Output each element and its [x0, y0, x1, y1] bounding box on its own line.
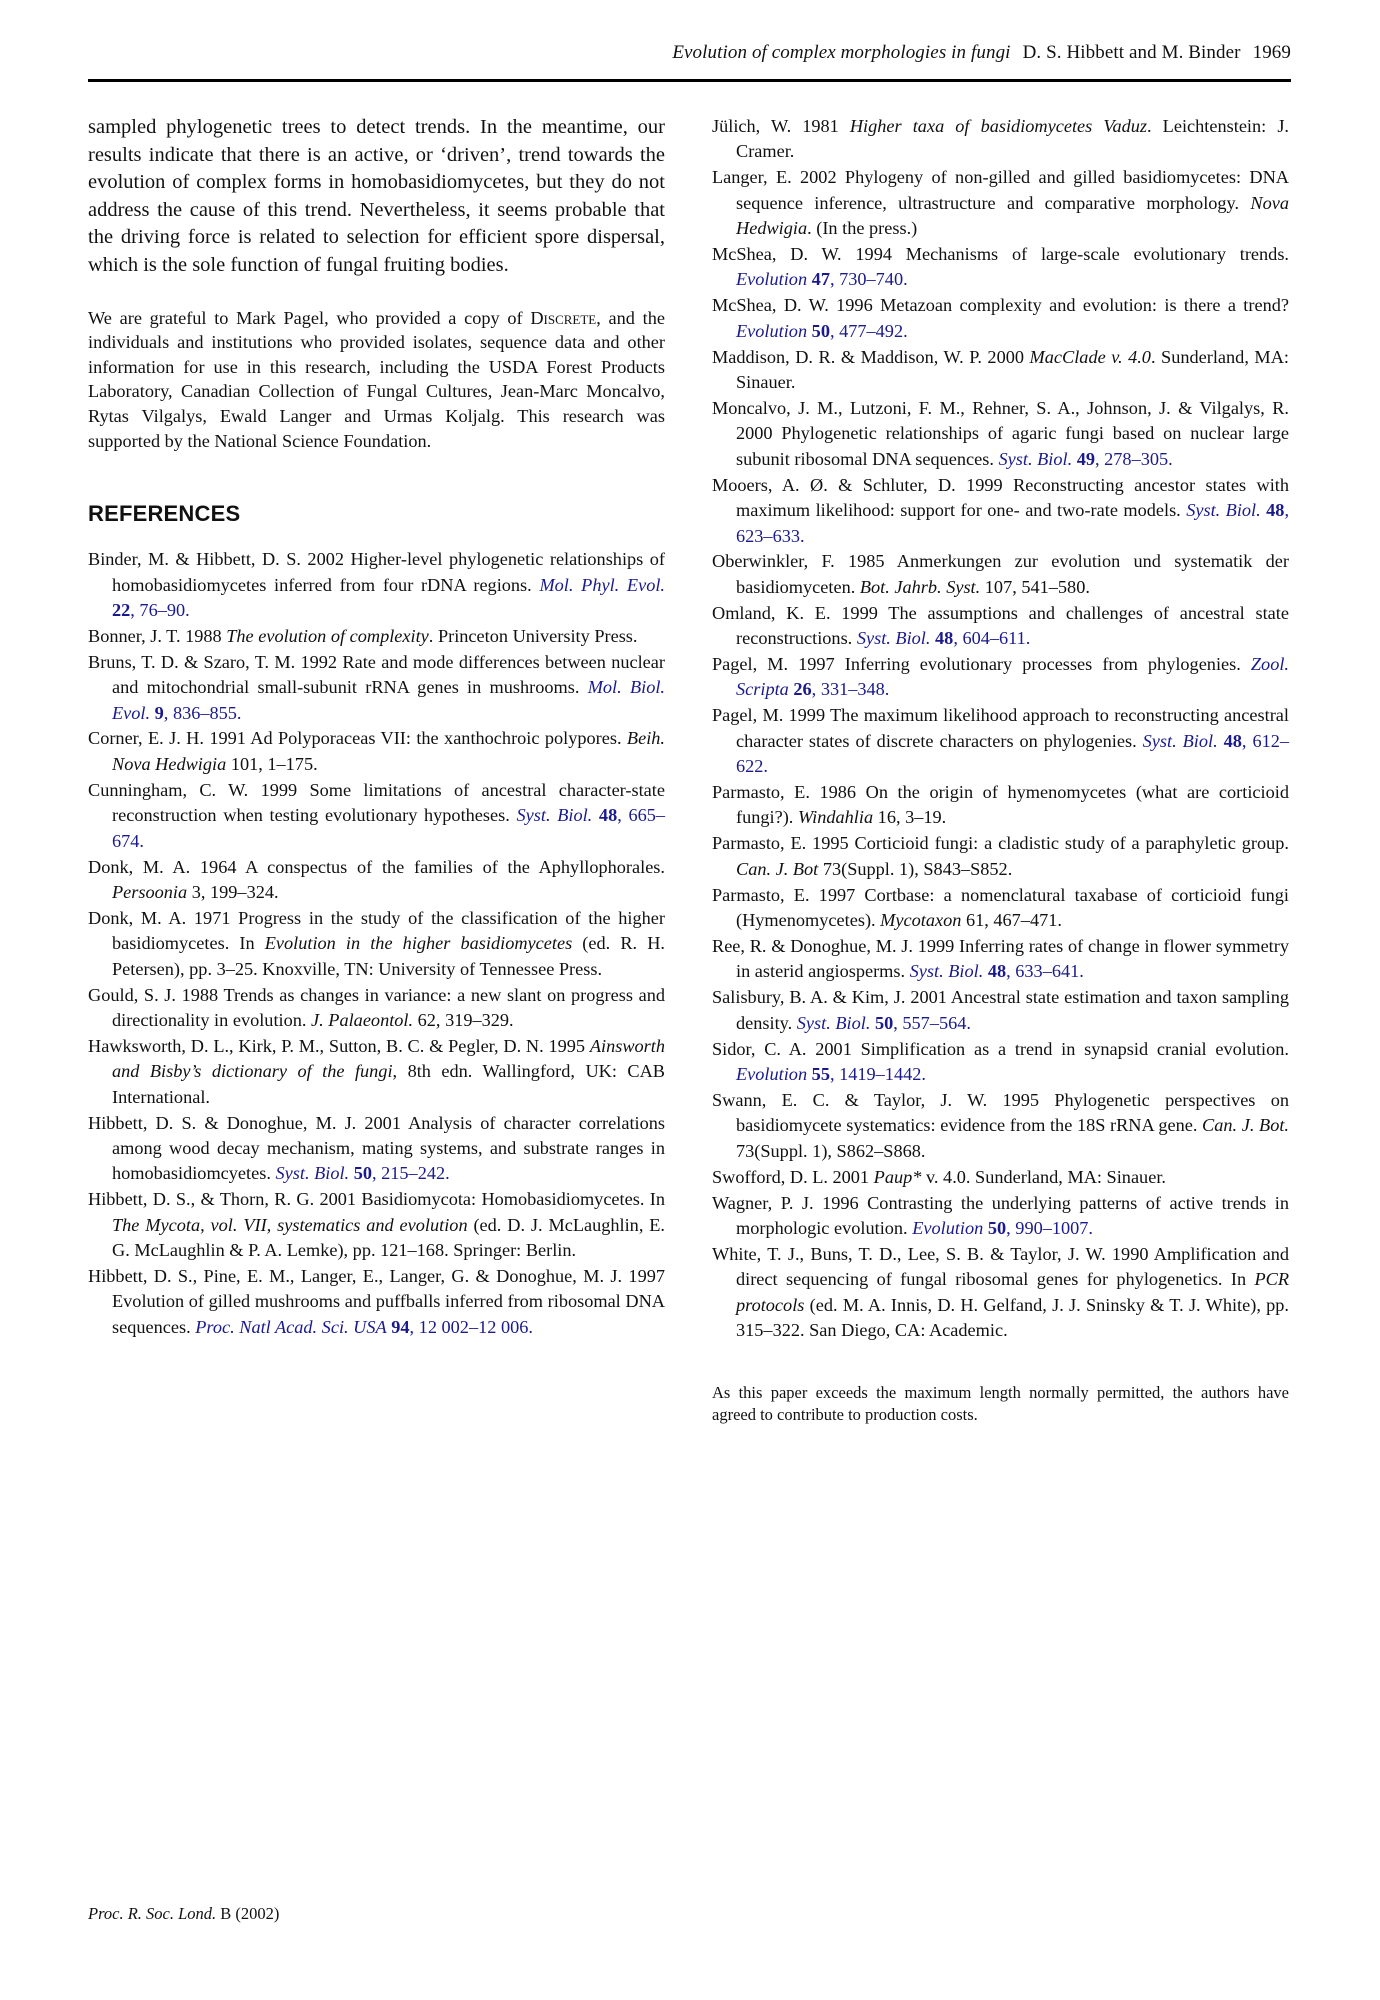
link-pages[interactable]: , 665–674.	[112, 805, 666, 851]
reference-italic-title: Ainsworth and Bisby’s dictionary of the fungi	[112, 1035, 665, 1082]
running-head-authors: D. S. Hibbett and M. Binder	[1022, 42, 1241, 63]
reference-text-after: 107, 541–580.	[980, 576, 1090, 597]
footer-series: B (2002)	[216, 1904, 280, 1923]
reference-text: Swofford, D. L. 2001	[712, 1166, 874, 1187]
reference-entry	[712, 1165, 1289, 1190]
reference-doi-link[interactable]	[999, 449, 1173, 469]
reference-italic-title: Nova Hedwigia	[736, 192, 1289, 239]
page-number: 1969	[1252, 42, 1291, 63]
footer-journal: Proc. R. Soc. Lond.	[88, 1904, 217, 1923]
reference-text: Hibbett, D. S., Pine, E. M., Langer, E., Langer, G. & Donoghue, M. J. 1997 Evolution of gilled mushrooms and puffballs inferred from ribosomal DNA sequences.	[88, 1266, 665, 1337]
link-journal[interactable]: Evolution	[736, 320, 808, 341]
reference-italic-title: Persoonia	[112, 881, 188, 902]
reference-text: White, T. J., Buns, T. D., Lee, S. B. & Taylor, J. W. 1990 Amplification and direct sequencing of fungal ribosomal genes for phylogenetics. In	[712, 1243, 1289, 1290]
link-pages[interactable]: , 990–1007.	[1006, 1217, 1093, 1238]
reference-entry	[712, 345, 1289, 396]
reference-entry	[712, 165, 1289, 241]
reference-text-after: . Sunderland, MA: Sinauer.	[736, 346, 1289, 393]
reference-text-after: 3, 199–324.	[187, 881, 279, 902]
reference-text: Parmasto, E. 1997 Cortbase: a nomenclatural taxabase of corticioid fungi (Hymenomycetes).	[712, 884, 1289, 931]
reference-entry	[88, 906, 665, 982]
link-pages[interactable]: , 477–492.	[829, 320, 908, 341]
link-volume[interactable]: 50	[353, 1163, 372, 1184]
link-pages[interactable]: , 604–611.	[953, 628, 1031, 649]
link-volume[interactable]: 9	[154, 702, 164, 723]
reference-italic-title: PCR protocols	[736, 1269, 1289, 1315]
cost-note: As this paper exceeds the maximum length normally permitted, the authors have agreed to contribute to production costs.	[712, 1382, 1289, 1424]
reference-entry	[88, 1264, 665, 1340]
link-journal[interactable]: Mol. Phyl. Evol.	[539, 574, 665, 595]
reference-entry	[712, 1191, 1289, 1242]
ack-software-name: Discrete	[530, 307, 597, 328]
reference-text: Hawksworth, D. L., Kirk, P. M., Sutton, B. C. & Pegler, D. N. 1995	[88, 1035, 590, 1056]
reference-doi-link[interactable]	[912, 1218, 1093, 1238]
reference-italic-title: MacClade v. 4.0	[1029, 346, 1151, 367]
reference-doi-link[interactable]	[910, 961, 1084, 981]
reference-entry	[712, 703, 1289, 779]
reference-entry	[712, 1037, 1289, 1088]
reference-entry	[712, 396, 1289, 472]
reference-italic-title: Mycotaxon	[880, 910, 962, 931]
link-pages[interactable]: , 633–641.	[1006, 961, 1084, 982]
reference-text-after: . (In the press.)	[807, 218, 918, 239]
reference-text: Maddison, D. R. & Maddison, W. P. 2000	[712, 346, 1030, 367]
reference-text-after: 101, 1–175.	[226, 753, 318, 774]
link-journal[interactable]: Syst. Biol.	[856, 628, 931, 649]
link-journal[interactable]: Syst. Biol.	[275, 1163, 350, 1184]
reference-doi-link[interactable]	[736, 269, 908, 289]
reference-doi-link[interactable]	[276, 1163, 450, 1183]
reference-text: Omland, K. E. 1999 The assumptions and challenges of ancestral state reconstructions.	[712, 602, 1289, 649]
reference-entry	[712, 601, 1289, 652]
acknowledgements	[88, 306, 665, 454]
reference-entry	[712, 114, 1289, 165]
reference-text: Hibbett, D. S. & Donoghue, M. J. 2001 Analysis of character correlations among wood decay mechanism, mating systems, and substrate ranges in homobasidiomcyetes.	[88, 1112, 665, 1184]
reference-italic-title: Can. J. Bot.	[1202, 1115, 1289, 1136]
link-volume[interactable]: 26	[793, 679, 812, 700]
reference-text: Pagel, M. 1997 Inferring evolutionary processes from phylogenies.	[712, 654, 1251, 675]
reference-entry	[712, 985, 1289, 1036]
link-journal[interactable]: Proc. Natl Acad. Sci. USA	[195, 1316, 387, 1337]
references-heading: REFERENCES	[88, 501, 241, 527]
reference-entry	[712, 934, 1289, 985]
link-journal[interactable]: Mol. Biol. Evol.	[112, 677, 665, 723]
reference-italic-title: Higher taxa of basidiomycetes Vaduz	[849, 116, 1148, 136]
reference-entry	[712, 293, 1289, 344]
reference-text-after: 61, 467–471.	[961, 910, 1062, 931]
link-journal[interactable]: Syst. Biol.	[796, 1012, 871, 1033]
link-pages[interactable]: , 557–564.	[893, 1012, 971, 1033]
link-volume[interactable]: 48	[935, 628, 954, 649]
link-volume[interactable]: 48	[1266, 500, 1285, 521]
link-volume[interactable]: 49	[1076, 448, 1095, 469]
reference-entry	[712, 549, 1289, 600]
ack-text-before: We are grateful to Mark Pagel, who provided a copy of	[88, 307, 531, 328]
link-volume[interactable]: 48	[1223, 730, 1242, 751]
reference-entry	[712, 242, 1289, 293]
reference-text: Langer, E. 2002 Phylogeny of non-gilled and gilled basidiomycetes: DNA sequence inference, ultrastructure and comparative morphology.	[712, 167, 1289, 213]
reference-italic-title: Evolution in the higher basidiomycetes	[264, 933, 573, 954]
link-pages[interactable]: , 612–622.	[736, 730, 1290, 777]
link-journal[interactable]: Syst. Biol.	[909, 961, 984, 982]
reference-text-after: . Princeton University Press.	[428, 625, 638, 646]
reference-entry	[88, 1187, 665, 1263]
reference-entry	[88, 778, 665, 854]
link-volume[interactable]: 94	[391, 1316, 410, 1337]
right-column	[712, 114, 1289, 1426]
reference-text-after: , 8th edn. Wallingford, UK: CAB International.	[112, 1061, 665, 1107]
body-paragraph: sampled phylogenetic trees to detect trends. In the meantime, our results indicate that there is an active, or ‘driven’, trend towards the evolution of complex forms in homobasidiomycetes, but they do not address the cause of this trend. Nevertheless, it seems probable that the driving force is related to selection for efficient spore dispersal, which is the sole function of fungal fruiting bodies.	[88, 116, 665, 276]
reference-text-after: 16, 3–19.	[873, 807, 947, 828]
link-pages[interactable]: , 76–90.	[130, 599, 190, 620]
reference-text: Swann, E. C. & Taylor, J. W. 1995 Phylogenetic perspectives on basidiomycete systematics: evidence from the 18S rRNA gene.	[712, 1089, 1289, 1136]
link-volume[interactable]: 55	[811, 1064, 830, 1085]
reference-text: Moncalvo, J. M., Lutzoni, F. M., Rehner, S. A., Johnson, J. & Vilgalys, R. 2000 Phylogenetic relationships of agaric fungi based on nuclear large subunit ribosomal DNA sequences.	[712, 397, 1289, 469]
reference-text: Cunningham, C. W. 1999 Some limitations of ancestral character-state reconstruction when testing evolutionary hypotheses.	[88, 779, 665, 826]
reference-text: Oberwinkler, F. 1985 Anmerkungen zur evolution und systematik der basidiomyceten.	[712, 551, 1289, 597]
reference-entry	[712, 1088, 1289, 1164]
link-journal[interactable]: Syst. Biol.	[998, 448, 1073, 469]
link-journal[interactable]: Syst. Biol.	[516, 805, 593, 826]
left-column	[88, 114, 665, 1341]
reference-italic-title: Windahlia	[797, 807, 874, 828]
reference-text-after: v. 4.0. Sunderland, MA: Sinauer.	[921, 1166, 1166, 1187]
reference-italic-title: The Mycota, vol. VII, systematics and evolution	[112, 1214, 468, 1235]
reference-italic-title: J. Palaeontol.	[311, 1009, 414, 1030]
link-volume[interactable]: 22	[112, 599, 131, 620]
reference-text: McShea, D. W. 1996 Metazoan complexity and evolution: is there a trend?	[712, 295, 1289, 316]
reference-text: Mooers, A. Ø. & Schluter, D. 1999 Reconstructing ancestor states with maximum likelihood: support for one- and two-rate models.	[712, 474, 1289, 521]
reference-text-after: (ed. R. H. Petersen), pp. 3–25. Knoxville, TN: University of Tennessee Press.	[112, 933, 665, 979]
link-volume[interactable]: 47	[811, 269, 830, 290]
reference-entry	[712, 473, 1289, 549]
reference-text: Corner, E. J. H. 1991 Ad Polyporaceas VII: the xanthochroic polypores.	[88, 728, 627, 749]
reference-text: Bruns, T. D. & Szaro, T. M. 1992 Rate and mode differences between nuclear and mitochondrial small-subunit rRNA genes in mushrooms.	[88, 651, 665, 698]
reference-text: Ree, R. & Donoghue, M. J. 1999 Inferring rates of change in flower symmetry in asterid angiosperms.	[712, 936, 1289, 982]
reference-text: Jülich, W. 1981	[712, 116, 850, 136]
reference-italic-title: Bot. Jahrb. Syst.	[859, 576, 981, 597]
link-pages[interactable]: , 836–855.	[163, 702, 242, 723]
reference-text: Bonner, J. T. 1988	[88, 625, 227, 646]
reference-text: Donk, M. A. 1964 A conspectus of the families of the Aphyllophorales.	[88, 856, 665, 877]
reference-italic-title: The evolution of complexity	[226, 625, 429, 646]
reference-entry	[88, 855, 665, 906]
reference-entry	[712, 1242, 1289, 1344]
reference-entry	[88, 650, 665, 726]
link-journal[interactable]: Syst. Biol.	[1142, 730, 1218, 751]
reference-entry	[88, 1111, 665, 1187]
reference-entry	[88, 1034, 665, 1110]
reference-text: Donk, M. A. 1971 Progress in the study of the classification of the higher basidiomycetes. In	[88, 907, 665, 954]
link-pages[interactable]: , 215–242.	[371, 1163, 450, 1184]
reference-text: Parmasto, E. 1986 On the origin of hymenomycetes (what are corticioid fungi?).	[712, 782, 1289, 828]
link-pages[interactable]: , 1419–1442.	[829, 1064, 926, 1085]
reference-entry	[712, 652, 1289, 703]
link-journal[interactable]: Zool. Scripta	[736, 654, 1289, 700]
page-footer	[88, 1904, 279, 1924]
link-pages[interactable]: , 278–305.	[1095, 448, 1173, 469]
link-pages[interactable]: , 623–633.	[736, 500, 1290, 546]
reference-text-after: 73(Suppl. 1), S843–S852.	[818, 858, 1013, 879]
reference-italic-title: Can. J. Bot	[736, 858, 819, 879]
link-journal[interactable]: Evolution	[736, 269, 808, 290]
reference-entry	[88, 547, 665, 623]
reference-italic-title: Paup*	[873, 1166, 922, 1187]
reference-text: Sidor, C. A. 2001 Simplification as a trend in synapsid cranial evolution.	[712, 1038, 1289, 1059]
reference-doi-link[interactable]	[797, 1013, 971, 1033]
reference-entry	[88, 983, 665, 1034]
link-pages[interactable]: , 730–740.	[829, 269, 908, 290]
reference-italic-title: Beih. Nova Hedwigia	[112, 728, 665, 774]
link-pages[interactable]: , 12 002–12 006.	[409, 1316, 533, 1337]
reference-text: Parmasto, E. 1995 Corticioid fungi: a cladistic study of a paraphyletic group.	[712, 833, 1289, 854]
reference-text: Hibbett, D. S., & Thorn, R. G. 2001 Basidiomycota: Homobasidiomycetes. In	[88, 1189, 665, 1210]
reference-list-right	[712, 114, 1289, 1344]
reference-text: Wagner, P. J. 1996 Contrasting the underlying patterns of active trends in morphologic evolution.	[712, 1192, 1289, 1238]
reference-text: Pagel, M. 1999 The maximum likelihood approach to reconstructing ancestral character states of discrete characters on phylogenies.	[712, 705, 1289, 751]
reference-text-after: (ed. D. J. McLaughlin, E. G. McLaughlin & P. A. Lemke), pp. 121–168. Springer: Berlin.	[112, 1214, 666, 1261]
link-journal[interactable]: Syst. Biol.	[1186, 500, 1261, 521]
reference-doi-link[interactable]	[195, 1317, 533, 1337]
reference-entry	[712, 831, 1289, 882]
reference-entry	[712, 780, 1289, 831]
link-volume[interactable]: 50	[811, 320, 830, 341]
link-journal[interactable]: Evolution	[912, 1217, 984, 1238]
link-volume[interactable]: 50	[874, 1012, 894, 1033]
link-pages[interactable]: , 331–348.	[811, 679, 890, 700]
running-head-title: Evolution of complex morphologies in fungi	[672, 42, 1011, 63]
reference-text-after: . Leichtenstein: J. Cramer.	[736, 116, 1289, 162]
reference-text: Gould, S. J. 1988 Trends as changes in variance: a new slant on progress and directionality in evolution.	[88, 984, 665, 1030]
ack-text-after: , and the individuals and institutions who provided isolates, sequence data and other information for use in this research, including the USDA Forest Products Laboratory, Canadian Collection of Fungal Cultures, Jean-Marc Moncalvo, Rytas Vilgalys, Ewald Langer and Urmas Koljalg. This research was supported by the National Science Foundation.	[88, 307, 665, 451]
running-head	[88, 42, 1291, 64]
reference-text: Binder, M. & Hibbett, D. S. 2002 Higher-level phylogenetic relationships of homobasidiomycetes inferred from four rDNA regions.	[88, 549, 665, 595]
reference-entry	[88, 624, 665, 649]
header-rule	[88, 79, 1291, 82]
link-volume[interactable]: 50	[987, 1217, 1007, 1238]
reference-entry	[88, 726, 665, 777]
reference-entry	[712, 883, 1289, 934]
reference-doi-link[interactable]	[736, 321, 908, 341]
link-journal[interactable]: Evolution	[736, 1064, 808, 1085]
reference-text: Salisbury, B. A. & Kim, J. 2001 Ancestral state estimation and taxon sampling density.	[712, 987, 1289, 1033]
reference-list-left	[88, 547, 665, 1340]
link-volume[interactable]: 48	[598, 805, 618, 826]
reference-text-after: 73(Suppl. 1), S862–S868.	[736, 1140, 926, 1161]
reference-text-after: 62, 319–329.	[413, 1009, 514, 1030]
reference-text: McShea, D. W. 1994 Mechanisms of large-scale evolutionary trends.	[712, 244, 1289, 265]
link-volume[interactable]: 48	[987, 961, 1007, 982]
reference-text-after: (ed. M. A. Innis, D. H. Gelfand, J. J. Sninsky & T. J. White), pp. 315–322. San Diego, CA: Academic.	[736, 1294, 1289, 1341]
reference-doi-link[interactable]	[736, 1064, 926, 1084]
reference-doi-link[interactable]	[857, 628, 1031, 648]
